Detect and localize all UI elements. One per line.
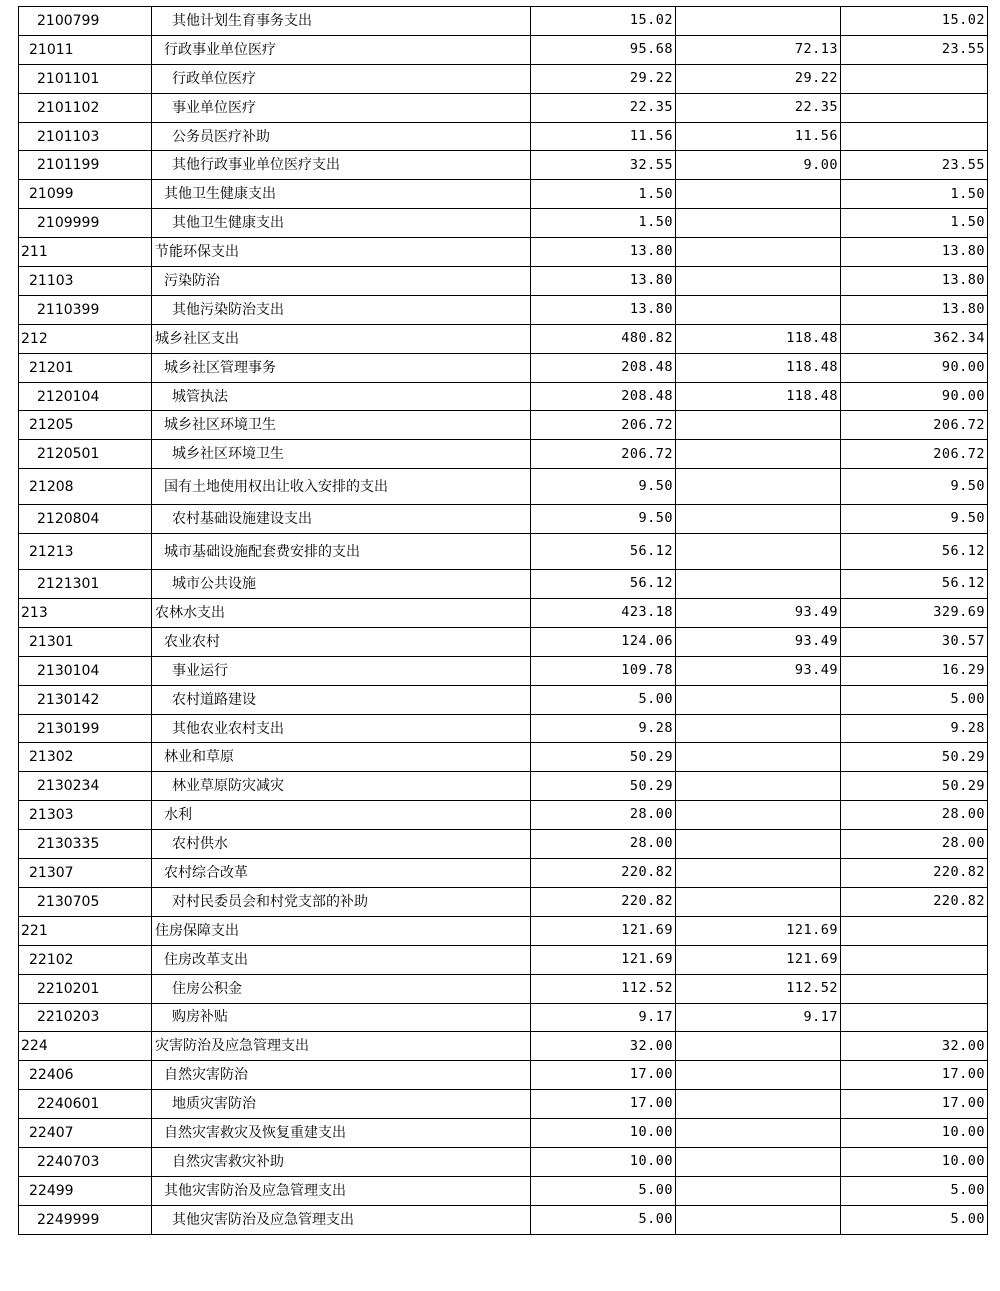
cell-code: 22406	[19, 1061, 152, 1090]
cell-basic	[676, 772, 841, 801]
cell-code: 21307	[19, 859, 152, 888]
cell-total: 29.22	[531, 64, 676, 93]
table-row	[19, 267, 988, 296]
cell-total: 13.80	[531, 267, 676, 296]
cell-basic: 93.49	[676, 599, 841, 628]
cell-name: 城市公共设施	[152, 570, 531, 599]
cell-total: 5.00	[531, 1176, 676, 1205]
table-row	[19, 656, 988, 685]
cell-basic: 118.48	[676, 324, 841, 353]
cell-project	[841, 974, 988, 1003]
cell-basic	[676, 570, 841, 599]
cell-code: 2121301	[19, 570, 152, 599]
cell-total: 10.00	[531, 1147, 676, 1176]
cell-total: 5.00	[531, 1205, 676, 1234]
cell-basic	[676, 801, 841, 830]
cell-total: 9.50	[531, 505, 676, 534]
cell-name: 城乡社区支出	[152, 324, 531, 353]
cell-basic: 9.17	[676, 1003, 841, 1032]
cell-code: 2101103	[19, 122, 152, 151]
table-row	[19, 1119, 988, 1148]
table-row	[19, 93, 988, 122]
cell-code: 21213	[19, 534, 152, 570]
cell-project: 1.50	[841, 180, 988, 209]
cell-total: 22.35	[531, 93, 676, 122]
cell-basic	[676, 1205, 841, 1234]
table-row	[19, 830, 988, 859]
cell-basic: 93.49	[676, 656, 841, 685]
cell-basic: 22.35	[676, 93, 841, 122]
cell-name: 其他污染防治支出	[152, 295, 531, 324]
cell-basic	[676, 859, 841, 888]
cell-code: 21303	[19, 801, 152, 830]
cell-total: 423.18	[531, 599, 676, 628]
cell-name: 行政单位医疗	[152, 64, 531, 93]
cell-project: 15.02	[841, 7, 988, 36]
cell-project: 32.00	[841, 1032, 988, 1061]
cell-project: 9.28	[841, 714, 988, 743]
cell-basic	[676, 238, 841, 267]
cell-project: 13.80	[841, 238, 988, 267]
table-row	[19, 469, 988, 505]
cell-name: 城乡社区环境卫生	[152, 411, 531, 440]
table-row	[19, 209, 988, 238]
cell-project: 206.72	[841, 440, 988, 469]
cell-project: 16.29	[841, 656, 988, 685]
cell-project	[841, 93, 988, 122]
cell-project: 23.55	[841, 35, 988, 64]
cell-basic	[676, 267, 841, 296]
cell-code: 2130199	[19, 714, 152, 743]
cell-name: 农林水支出	[152, 599, 531, 628]
cell-name: 城乡社区管理事务	[152, 353, 531, 382]
table-row	[19, 35, 988, 64]
cell-project: 362.34	[841, 324, 988, 353]
cell-project: 329.69	[841, 599, 988, 628]
table-row	[19, 599, 988, 628]
cell-total: 206.72	[531, 440, 676, 469]
table-row	[19, 1003, 988, 1032]
cell-total: 13.80	[531, 238, 676, 267]
cell-code: 2130705	[19, 887, 152, 916]
table-row	[19, 64, 988, 93]
table-row	[19, 974, 988, 1003]
cell-total: 124.06	[531, 627, 676, 656]
cell-project: 17.00	[841, 1061, 988, 1090]
cell-name: 污染防治	[152, 267, 531, 296]
cell-name: 其他行政事业单位医疗支出	[152, 151, 531, 180]
table-row	[19, 122, 988, 151]
cell-project	[841, 1003, 988, 1032]
cell-basic	[676, 209, 841, 238]
cell-basic	[676, 887, 841, 916]
cell-total: 15.02	[531, 7, 676, 36]
cell-project: 28.00	[841, 830, 988, 859]
cell-project: 23.55	[841, 151, 988, 180]
cell-name: 水利	[152, 801, 531, 830]
cell-project: 56.12	[841, 570, 988, 599]
cell-basic	[676, 1176, 841, 1205]
cell-project: 17.00	[841, 1090, 988, 1119]
table-row	[19, 180, 988, 209]
cell-code: 21201	[19, 353, 152, 382]
cell-project: 220.82	[841, 859, 988, 888]
cell-name: 住房改革支出	[152, 945, 531, 974]
cell-total: 50.29	[531, 743, 676, 772]
cell-basic	[676, 295, 841, 324]
cell-name: 农村基础设施建设支出	[152, 505, 531, 534]
cell-total: 1.50	[531, 209, 676, 238]
cell-name: 事业运行	[152, 656, 531, 685]
table-row	[19, 382, 988, 411]
cell-name: 林业草原防灾减灾	[152, 772, 531, 801]
cell-total: 50.29	[531, 772, 676, 801]
cell-project: 30.57	[841, 627, 988, 656]
table-row	[19, 534, 988, 570]
cell-basic	[676, 180, 841, 209]
cell-basic	[676, 830, 841, 859]
table-row	[19, 916, 988, 945]
cell-name: 自然灾害救灾及恢复重建支出	[152, 1119, 531, 1148]
cell-basic	[676, 714, 841, 743]
cell-basic: 121.69	[676, 945, 841, 974]
cell-project: 5.00	[841, 1205, 988, 1234]
cell-project: 50.29	[841, 772, 988, 801]
cell-basic	[676, 1032, 841, 1061]
cell-total: 13.80	[531, 295, 676, 324]
cell-basic: 9.00	[676, 151, 841, 180]
cell-total: 121.69	[531, 916, 676, 945]
cell-project: 5.00	[841, 1176, 988, 1205]
cell-basic: 121.69	[676, 916, 841, 945]
cell-total: 220.82	[531, 859, 676, 888]
cell-name: 住房公积金	[152, 974, 531, 1003]
cell-project: 9.50	[841, 505, 988, 534]
table-row	[19, 685, 988, 714]
budget-table	[18, 6, 988, 1235]
cell-project: 1.50	[841, 209, 988, 238]
table-row	[19, 714, 988, 743]
cell-code: 2109999	[19, 209, 152, 238]
table-row	[19, 627, 988, 656]
cell-project	[841, 64, 988, 93]
cell-total: 9.28	[531, 714, 676, 743]
cell-total: 56.12	[531, 570, 676, 599]
table-row	[19, 1205, 988, 1234]
cell-code: 2210203	[19, 1003, 152, 1032]
cell-code: 221	[19, 916, 152, 945]
cell-basic: 11.56	[676, 122, 841, 151]
cell-name: 灾害防治及应急管理支出	[152, 1032, 531, 1061]
cell-code: 21103	[19, 267, 152, 296]
cell-total: 28.00	[531, 801, 676, 830]
cell-total: 112.52	[531, 974, 676, 1003]
cell-name: 农村供水	[152, 830, 531, 859]
cell-code: 21205	[19, 411, 152, 440]
cell-project	[841, 916, 988, 945]
cell-code: 2120804	[19, 505, 152, 534]
cell-project: 9.50	[841, 469, 988, 505]
table-row	[19, 1061, 988, 1090]
cell-basic	[676, 1147, 841, 1176]
budget-table-body	[19, 7, 988, 1235]
cell-code: 2120104	[19, 382, 152, 411]
table-row	[19, 1176, 988, 1205]
cell-code: 22407	[19, 1119, 152, 1148]
cell-basic	[676, 440, 841, 469]
cell-total: 480.82	[531, 324, 676, 353]
cell-name: 其他灾害防治及应急管理支出	[152, 1176, 531, 1205]
cell-name: 城乡社区环境卫生	[152, 440, 531, 469]
table-row	[19, 411, 988, 440]
cell-total: 109.78	[531, 656, 676, 685]
cell-project: 220.82	[841, 887, 988, 916]
table-row	[19, 859, 988, 888]
cell-basic	[676, 685, 841, 714]
table-row	[19, 295, 988, 324]
cell-project: 13.80	[841, 267, 988, 296]
cell-project: 28.00	[841, 801, 988, 830]
table-row	[19, 1090, 988, 1119]
cell-code: 2240703	[19, 1147, 152, 1176]
cell-name: 林业和草原	[152, 743, 531, 772]
cell-code: 21301	[19, 627, 152, 656]
cell-basic	[676, 1061, 841, 1090]
table-row	[19, 1147, 988, 1176]
cell-total: 5.00	[531, 685, 676, 714]
cell-code: 224	[19, 1032, 152, 1061]
cell-name: 其他卫生健康支出	[152, 180, 531, 209]
cell-basic	[676, 1119, 841, 1148]
cell-code: 211	[19, 238, 152, 267]
cell-name: 购房补贴	[152, 1003, 531, 1032]
cell-code: 2101102	[19, 93, 152, 122]
cell-code: 21011	[19, 35, 152, 64]
cell-total: 1.50	[531, 180, 676, 209]
table-row	[19, 570, 988, 599]
cell-name: 其他卫生健康支出	[152, 209, 531, 238]
cell-name: 自然灾害防治	[152, 1061, 531, 1090]
cell-total: 10.00	[531, 1119, 676, 1148]
cell-total: 56.12	[531, 534, 676, 570]
cell-name: 其他灾害防治及应急管理支出	[152, 1205, 531, 1234]
cell-project: 90.00	[841, 353, 988, 382]
cell-total: 9.17	[531, 1003, 676, 1032]
cell-project: 10.00	[841, 1147, 988, 1176]
cell-name: 自然灾害救灾补助	[152, 1147, 531, 1176]
table-row	[19, 743, 988, 772]
table-row	[19, 801, 988, 830]
cell-name: 农村综合改革	[152, 859, 531, 888]
cell-code: 2130234	[19, 772, 152, 801]
cell-name: 节能环保支出	[152, 238, 531, 267]
cell-code: 212	[19, 324, 152, 353]
cell-basic	[676, 534, 841, 570]
cell-name: 其他农业农村支出	[152, 714, 531, 743]
cell-total: 17.00	[531, 1061, 676, 1090]
cell-project: 56.12	[841, 534, 988, 570]
cell-code: 2130335	[19, 830, 152, 859]
cell-project: 206.72	[841, 411, 988, 440]
cell-total: 28.00	[531, 830, 676, 859]
cell-project	[841, 945, 988, 974]
cell-total: 9.50	[531, 469, 676, 505]
cell-basic: 29.22	[676, 64, 841, 93]
cell-project: 50.29	[841, 743, 988, 772]
cell-code: 22499	[19, 1176, 152, 1205]
cell-total: 208.48	[531, 382, 676, 411]
cell-total: 220.82	[531, 887, 676, 916]
cell-basic: 118.48	[676, 353, 841, 382]
cell-name: 城管执法	[152, 382, 531, 411]
cell-name: 行政事业单位医疗	[152, 35, 531, 64]
cell-total: 206.72	[531, 411, 676, 440]
table-row	[19, 440, 988, 469]
cell-project: 5.00	[841, 685, 988, 714]
cell-code: 2130142	[19, 685, 152, 714]
cell-basic: 118.48	[676, 382, 841, 411]
cell-name: 对村民委员会和村党支部的补助	[152, 887, 531, 916]
cell-code: 2100799	[19, 7, 152, 36]
cell-code: 2101101	[19, 64, 152, 93]
cell-name: 农业农村	[152, 627, 531, 656]
cell-code: 22102	[19, 945, 152, 974]
cell-total: 95.68	[531, 35, 676, 64]
cell-basic	[676, 7, 841, 36]
cell-name: 国有土地使用权出让收入安排的支出	[152, 469, 531, 505]
cell-code: 21302	[19, 743, 152, 772]
table-row	[19, 353, 988, 382]
cell-basic	[676, 469, 841, 505]
cell-basic	[676, 743, 841, 772]
cell-project: 10.00	[841, 1119, 988, 1148]
cell-name: 事业单位医疗	[152, 93, 531, 122]
cell-project: 90.00	[841, 382, 988, 411]
cell-basic: 72.13	[676, 35, 841, 64]
cell-total: 32.00	[531, 1032, 676, 1061]
table-row	[19, 324, 988, 353]
cell-basic: 112.52	[676, 974, 841, 1003]
cell-code: 2110399	[19, 295, 152, 324]
cell-project	[841, 122, 988, 151]
cell-name: 城市基础设施配套费安排的支出	[152, 534, 531, 570]
cell-basic: 93.49	[676, 627, 841, 656]
cell-total: 11.56	[531, 122, 676, 151]
cell-total: 121.69	[531, 945, 676, 974]
table-row	[19, 151, 988, 180]
cell-basic	[676, 1090, 841, 1119]
cell-name: 地质灾害防治	[152, 1090, 531, 1119]
cell-name: 其他计划生育事务支出	[152, 7, 531, 36]
cell-code: 2120501	[19, 440, 152, 469]
cell-name: 公务员医疗补助	[152, 122, 531, 151]
cell-total: 32.55	[531, 151, 676, 180]
cell-name: 农村道路建设	[152, 685, 531, 714]
cell-code: 2240601	[19, 1090, 152, 1119]
cell-total: 208.48	[531, 353, 676, 382]
cell-code: 213	[19, 599, 152, 628]
table-row	[19, 238, 988, 267]
cell-project: 13.80	[841, 295, 988, 324]
table-row	[19, 772, 988, 801]
cell-code: 2249999	[19, 1205, 152, 1234]
cell-code: 21208	[19, 469, 152, 505]
cell-code: 2210201	[19, 974, 152, 1003]
cell-basic	[676, 505, 841, 534]
table-row	[19, 505, 988, 534]
cell-name: 住房保障支出	[152, 916, 531, 945]
cell-total: 17.00	[531, 1090, 676, 1119]
table-row	[19, 887, 988, 916]
table-row	[19, 1032, 988, 1061]
table-row	[19, 945, 988, 974]
cell-code: 2130104	[19, 656, 152, 685]
table-row	[19, 7, 988, 36]
cell-code: 21099	[19, 180, 152, 209]
cell-basic	[676, 411, 841, 440]
cell-code: 2101199	[19, 151, 152, 180]
